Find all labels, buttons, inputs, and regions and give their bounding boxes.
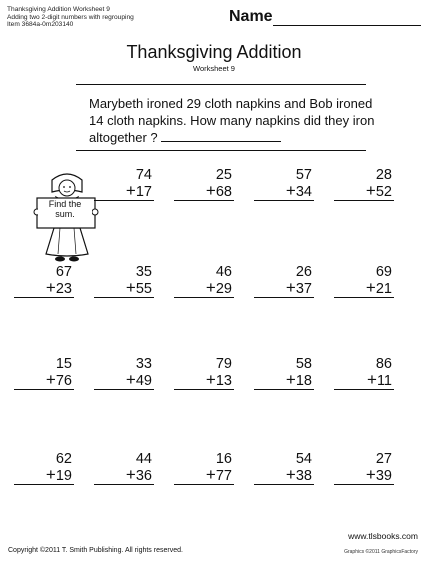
addition-problem	[94, 167, 154, 201]
plus-sign: +	[125, 278, 136, 297]
page-title: Thanksgiving Addition	[126, 42, 302, 62]
top-addend: 15	[55, 356, 72, 372]
top-addend: 28	[375, 167, 392, 183]
addition-problem	[94, 451, 154, 485]
top-addend: 35	[135, 264, 152, 280]
bottom-addend: 39	[375, 468, 392, 484]
addition-problem	[254, 451, 314, 485]
graphics-credit: Graphics ©2011 GraphicsFactory	[344, 549, 418, 555]
worksheet-info-line3: Item 3684a-0m203140	[7, 21, 74, 29]
top-addend: 27	[375, 451, 392, 467]
plus-sign: +	[285, 465, 296, 484]
addition-problem	[334, 264, 394, 298]
addition-problem	[14, 264, 74, 298]
word-problem-answer-line[interactable]	[161, 129, 281, 142]
top-addend: 16	[215, 451, 232, 467]
bottom-addend: 34	[295, 184, 312, 200]
top-addend: 57	[295, 167, 312, 183]
addition-problem	[174, 167, 234, 201]
bottom-addend: 38	[295, 468, 312, 484]
addition-problem	[174, 356, 234, 390]
top-addend: 44	[135, 451, 152, 467]
bottom-addend: 68	[215, 184, 232, 200]
publisher-url: www.tlsbooks.com	[348, 531, 418, 541]
plus-sign: +	[365, 278, 376, 297]
copyright-notice: Copyright ©2011 T. Smith Publishing. All rights reserved.	[8, 547, 183, 554]
addition-problem	[334, 356, 394, 390]
plus-sign: +	[285, 181, 296, 200]
plus-sign: +	[205, 278, 216, 297]
addition-problem	[174, 264, 234, 298]
addition-problem	[94, 356, 154, 390]
top-addend: 54	[295, 451, 312, 467]
bottom-addend: 11	[376, 373, 392, 389]
plus-sign: +	[205, 181, 216, 200]
top-addend: 58	[295, 356, 312, 372]
plus-sign: +	[45, 465, 56, 484]
addition-problem	[14, 451, 74, 485]
top-addend: 33	[135, 356, 152, 372]
find-the-sum-sign	[38, 199, 92, 226]
word-problem-text: Marybeth ironed 29 cloth napkins and Bob ironed 14 cloth napkins. How many napkins did they iron altogether ?	[89, 96, 375, 145]
top-addend: 67	[55, 264, 72, 280]
worksheet-info-line2: Adding two 2-digit numbers with regrouping	[7, 13, 134, 21]
top-addend: 26	[295, 264, 312, 280]
bottom-addend: 76	[55, 373, 72, 389]
plus-sign: +	[365, 181, 376, 200]
addition-problem	[334, 167, 394, 201]
plus-sign: +	[45, 278, 56, 297]
addition-problem	[94, 264, 154, 298]
word-problem	[89, 95, 379, 146]
bottom-addend: 37	[295, 281, 312, 297]
bottom-addend: 13	[215, 373, 232, 389]
top-addend: 69	[375, 264, 392, 280]
plus-sign: +	[365, 465, 376, 484]
top-addend: 62	[55, 451, 72, 467]
plus-sign: +	[285, 370, 296, 389]
bottom-addend: 18	[295, 373, 312, 389]
bottom-addend: 23	[55, 281, 72, 297]
bottom-addend: 36	[135, 468, 152, 484]
worksheet-info	[7, 6, 134, 29]
bottom-addend: 17	[135, 184, 152, 200]
top-addend: 79	[215, 356, 232, 372]
plus-sign: +	[205, 465, 216, 484]
addition-problem	[254, 356, 314, 390]
name-label: Name	[229, 8, 273, 25]
bottom-addend: 29	[215, 281, 232, 297]
plus-sign: +	[367, 370, 377, 389]
top-addend: 25	[215, 167, 232, 183]
bottom-addend: 55	[135, 281, 152, 297]
addition-problem	[254, 167, 314, 201]
plus-sign: +	[125, 370, 136, 389]
top-addend: 46	[215, 264, 232, 280]
plus-sign: +	[205, 370, 216, 389]
addition-problem	[14, 356, 74, 390]
plus-sign: +	[45, 370, 56, 389]
bottom-addend: 19	[55, 468, 72, 484]
top-addend: 86	[375, 356, 392, 372]
plus-sign: +	[125, 465, 136, 484]
addition-problem	[334, 451, 394, 485]
bottom-addend: 52	[375, 184, 392, 200]
plus-sign: +	[125, 181, 136, 200]
find-the-sum-line1: Find the	[48, 199, 82, 209]
plus-sign: +	[285, 278, 296, 297]
top-divider	[76, 84, 366, 85]
bottom-addend: 21	[375, 281, 392, 297]
top-addend: 74	[135, 167, 152, 183]
bottom-divider	[76, 150, 366, 151]
find-the-sum-line2: sum.	[55, 209, 75, 219]
page-subtitle: Worksheet 9	[193, 64, 235, 73]
addition-problem	[254, 264, 314, 298]
bottom-addend: 77	[215, 468, 232, 484]
bottom-addend: 49	[135, 373, 152, 389]
worksheet-info-line1: Thanksgiving Addition Worksheet 9	[7, 6, 110, 13]
addition-problem	[174, 451, 234, 485]
name-answer-line[interactable]	[273, 25, 421, 26]
